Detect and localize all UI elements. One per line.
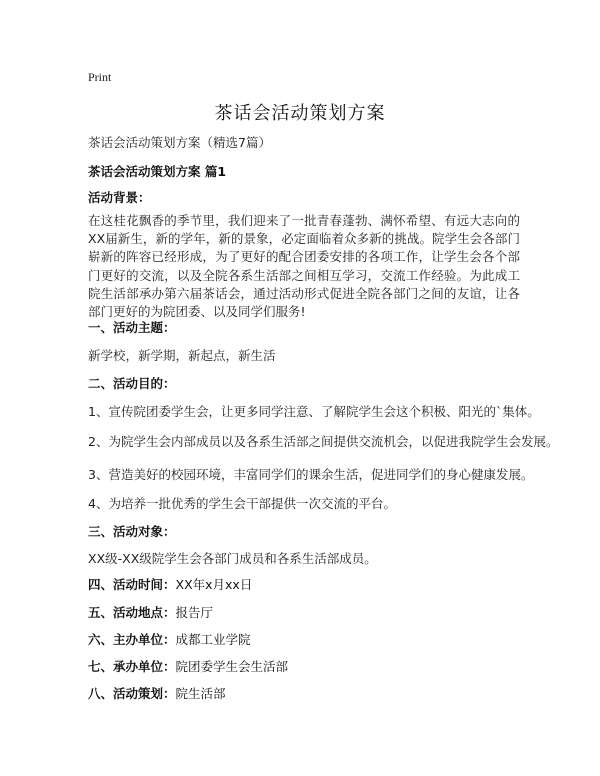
undertaker-label: 七、承办单位： [88,659,176,674]
document-title: 茶话会活动策划方案 [214,103,386,124]
planning-value: 院生活部 [175,686,226,701]
target-text: XX级-XX级院学生会各部门成员和各系生活部成员。 [88,551,377,566]
purpose-heading: 二、活动目的： [88,376,176,391]
time-row [88,575,252,593]
location-row [88,603,213,621]
undertaker-row [88,657,288,675]
purpose-item: 2、为院学生会内部成员以及各系生活部之间提供交流机会，以促进我院学生会发展。 [88,434,559,449]
time-label: 四、活动时间： [88,577,176,592]
background-paragraph: 在这桂花飘香的季节里，我们迎来了一批青春蓬勃、满怀希望、有远大志向的XX届新生，新的学年，新的景象，必定面临着众多新的挑战。院学生会各部门崭新的阵容已经形成，为了更好的配合团委安排的各项工作，让学生会各个部门更好的交流，以及全院各系生活部之间相互学习，交流工作经验。为此成工院生活部承办第六届茶话会，通过活动形式促进全院各部门之间的友谊，让各部门更好的为院团委、以及同学们服务! [88,213,520,320]
time-value: XX年x月xx日 [175,577,253,592]
organizer-label: 六、主办单位： [88,632,176,647]
planning-label: 八、活动策划： [88,686,176,701]
planning-row [88,684,226,702]
purpose-item: 1、宣传院团委学生会，让更多同学注意、了解院学生会这个积极、阳光的`集体。 [88,404,540,419]
theme-text: 新学校，新学期，新起点，新生活 [88,348,276,363]
target-heading: 三、活动对象： [88,524,176,539]
document-subtitle: 茶话会活动策划方案（精选7篇） [88,135,271,150]
organizer-row [88,630,251,648]
purpose-item: 3、营造美好的校园环境，丰富同学们的课余生活，促进同学们的身心健康发展。 [88,467,534,482]
section-title: 茶话会活动策划方案 篇1 [88,164,227,179]
organizer-value: 成都工业学院 [175,632,251,647]
print-label: Print [88,70,112,84]
undertaker-value: 院团委学生会生活部 [175,659,289,674]
background-heading: 活动背景： [88,190,151,205]
theme-heading: 一、活动主题： [88,320,176,335]
location-value: 报告厅 [175,605,214,620]
purpose-item: 4、为培养一批优秀的学生会干部提供一次交流的平台。 [88,496,396,511]
location-label: 五、活动地点： [88,605,176,620]
